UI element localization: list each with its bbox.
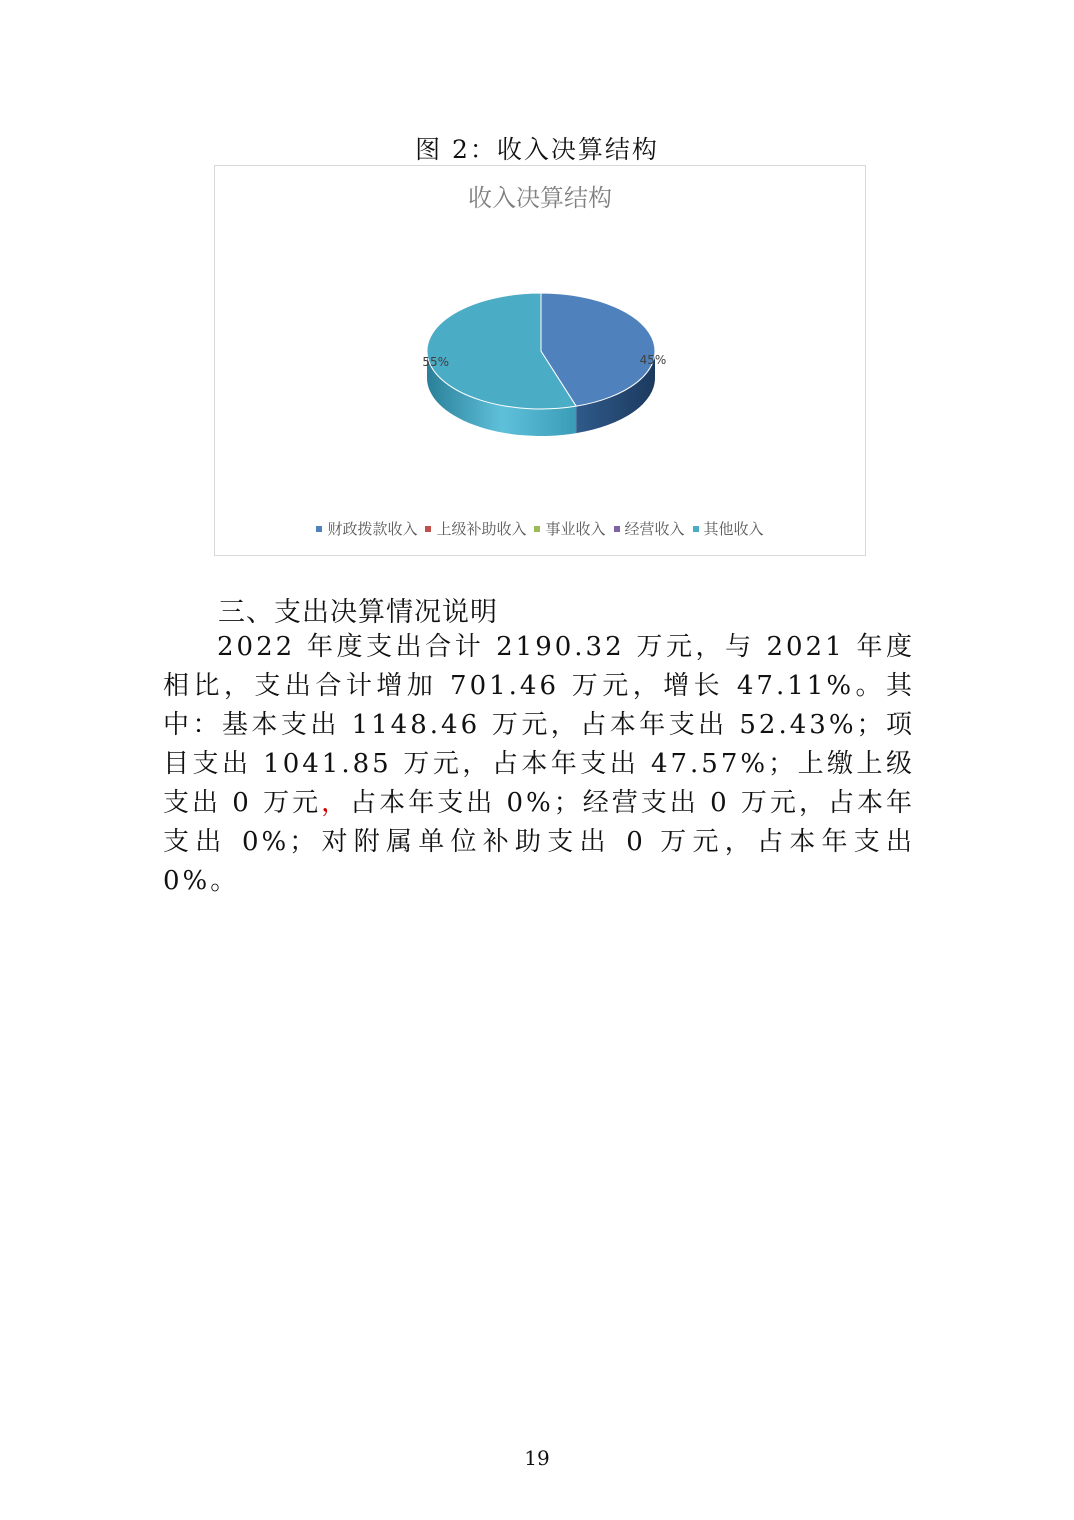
legend-item (534, 518, 605, 539)
legend-label: 上级补助收入 (436, 520, 527, 538)
legend-swatch (614, 526, 620, 532)
legend-label: 财政拨款收入 (327, 520, 418, 538)
legend-item (316, 518, 417, 539)
legend-item (614, 518, 685, 539)
pie-chart-svg (215, 166, 865, 555)
paragraph-text-2: 占本年支出 0%；经营支出 0 万元，占本年支出 0%；对附属单位补助支出 0 万元，占本年支出 0%。 (163, 788, 915, 896)
red-comma: ， (321, 788, 351, 818)
chart-legend (215, 518, 865, 539)
legend-swatch (425, 526, 431, 532)
income-structure-chart (214, 165, 866, 556)
pie-label-blue: 45% (639, 352, 667, 367)
pie-label-cyan: 55% (422, 355, 450, 370)
legend-label: 经营收入 (624, 520, 685, 538)
legend-item (693, 518, 764, 539)
section-heading: 三、支出决算情况说明 (218, 597, 498, 628)
body-paragraph (163, 628, 915, 901)
paragraph-text-1: 2022 年度支出合计 2190.32 万元，与 2021 年度相比，支出合计增加 701.46 万元，增长 47.11%。其中：基本支出 1148.46 万元，占本年支出 52.43%；项目支出 1041.85 万元，占本年支出 47.57%；上缴上级支出 0 万元 (163, 632, 915, 818)
legend-label: 事业收入 (545, 520, 606, 538)
legend-label: 其他收入 (703, 520, 764, 538)
legend-swatch (534, 526, 540, 532)
legend-item (425, 518, 526, 539)
legend-swatch (693, 526, 699, 532)
legend-swatch (316, 526, 322, 532)
page-number: 19 (524, 1446, 550, 1470)
figure-caption: 图 2：收入决算结构 (415, 135, 659, 164)
chart-title: 收入决算结构 (468, 184, 612, 212)
pie-body (422, 293, 666, 436)
